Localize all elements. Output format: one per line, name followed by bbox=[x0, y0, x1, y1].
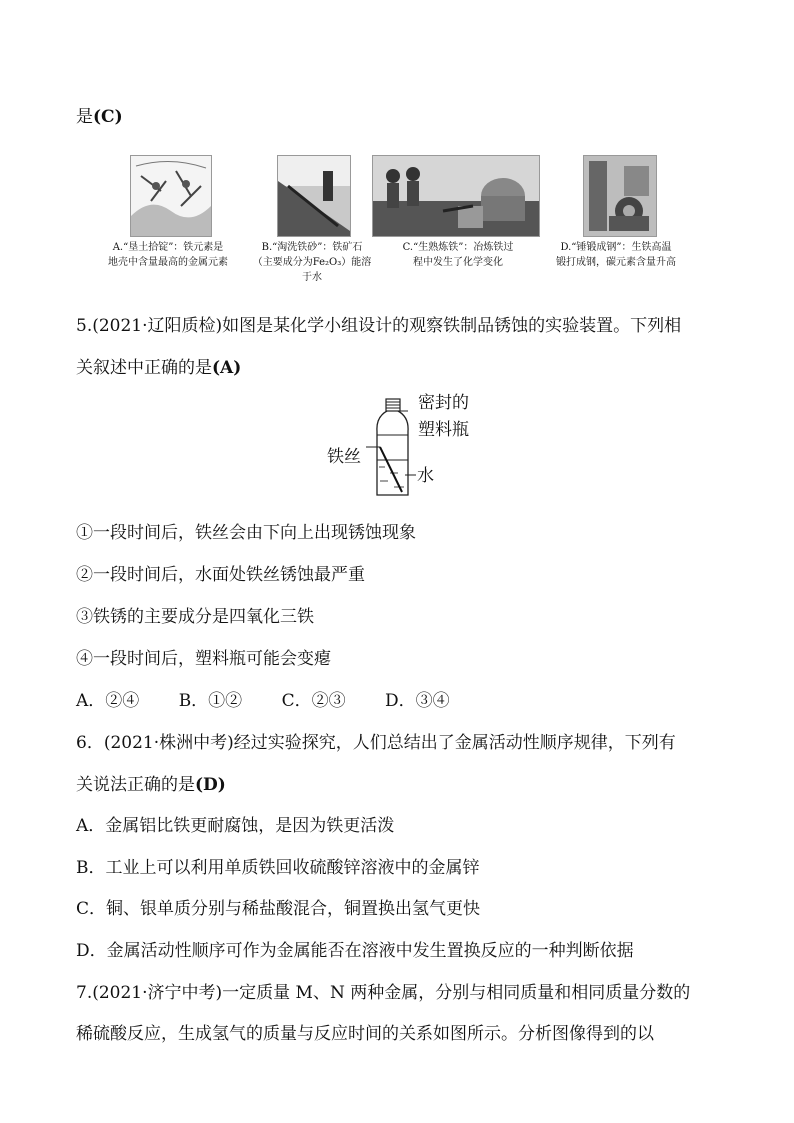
q5-choice-a: A．②④ bbox=[76, 691, 140, 711]
q6-stem-text: 关说法正确的是 bbox=[76, 775, 195, 795]
q5-choices bbox=[76, 689, 484, 713]
q4-tail-text: 是 bbox=[76, 107, 93, 127]
label-water: 水 bbox=[417, 466, 434, 486]
label-iron-wire: 铁丝 bbox=[327, 447, 361, 467]
q6-stem-line2 bbox=[76, 773, 226, 797]
q4-answer-line bbox=[76, 105, 123, 129]
label-sealed: 密封的 bbox=[418, 393, 469, 413]
q6-option-a: A．金属铝比铁更耐腐蚀，是因为铁更活泼 bbox=[76, 816, 395, 836]
iron-wire-icon bbox=[380, 447, 402, 492]
q5-statement-2: ②一段时间后，水面处铁丝锈蚀最严重 bbox=[76, 565, 365, 585]
q5-stem-line1: 5.(2021·辽阳质检)如图是某化学小组设计的观察铁制品锈蚀的实验装置。下列相 bbox=[76, 316, 682, 336]
caption-c: C.“生熟炼铁”：冶炼铁过程中发生了化学变化 bbox=[402, 242, 514, 268]
caption-d: D.“锤锻成钢”：生铁高温锻打成钢，碳元素含量升高 bbox=[556, 242, 676, 268]
image-d bbox=[583, 155, 657, 237]
q6-stem-line1: 6．(2021·株洲中考)经过实验探究，人们总结出了金属活动性顺序规律，下列有 bbox=[76, 733, 676, 753]
image-a bbox=[130, 155, 212, 237]
q5-answer: (A) bbox=[212, 358, 242, 378]
q6-option-b: B．工业上可以利用单质铁回收硫酸锌溶液中的金属锌 bbox=[76, 858, 480, 878]
q5-statement-1: ①一段时间后，铁丝会由下向上出现锈蚀现象 bbox=[76, 523, 416, 543]
q5-statement-3: ③铁锈的主要成分是四氧化三铁 bbox=[76, 607, 314, 627]
photo-iron-smelting-scene-icon bbox=[373, 156, 539, 236]
q7-stem-line1: 7.(2021·济宁中考)一定质量 M、N 两种金属，分别与相同质量和相同质量分数的 bbox=[76, 983, 691, 1003]
label-plastic-bottle: 塑料瓶 bbox=[418, 420, 469, 440]
image-c bbox=[372, 155, 540, 237]
q5-stem-text: 关叙述中正确的是 bbox=[76, 358, 212, 378]
q5-statement-4: ④一段时间后，塑料瓶可能会变瘪 bbox=[76, 649, 331, 669]
q7-stem-line2: 稀硫酸反应，生成氢气的质量与反应时间的关系如图所示。分析图像得到的以 bbox=[76, 1024, 654, 1044]
q5-choice-d: D．③④ bbox=[385, 691, 450, 711]
q6-option-d: D．金属活动性顺序可作为金属能否在溶液中发生置换反应的一种判断依据 bbox=[76, 941, 634, 961]
caption-a: A.“垦土拾锭”：铁元素是地壳中含量最高的金属元素 bbox=[108, 242, 228, 268]
image-b bbox=[277, 155, 351, 237]
q6-answer: (D) bbox=[195, 775, 226, 795]
q6-option-c: C．铜、银单质分别与稀盐酸混合，铜置换出氢气更快 bbox=[76, 899, 481, 919]
q5-choice-c: C．②③ bbox=[281, 691, 346, 711]
q5-stem-line2 bbox=[76, 356, 241, 380]
photo-iron-sand-washing-icon bbox=[278, 156, 350, 236]
caption-b: B.“淘洗铁砂”：铁矿石（主要成分为Fe₂O₃）能溶于水 bbox=[252, 242, 372, 283]
photo-forging-machine-icon bbox=[584, 156, 656, 236]
sketch-gold-mining-illustration-icon bbox=[131, 156, 211, 236]
q4-answer: (C) bbox=[93, 107, 123, 127]
sealed-bottle-icon bbox=[377, 399, 408, 495]
q5-choice-b: B．①② bbox=[178, 691, 243, 711]
